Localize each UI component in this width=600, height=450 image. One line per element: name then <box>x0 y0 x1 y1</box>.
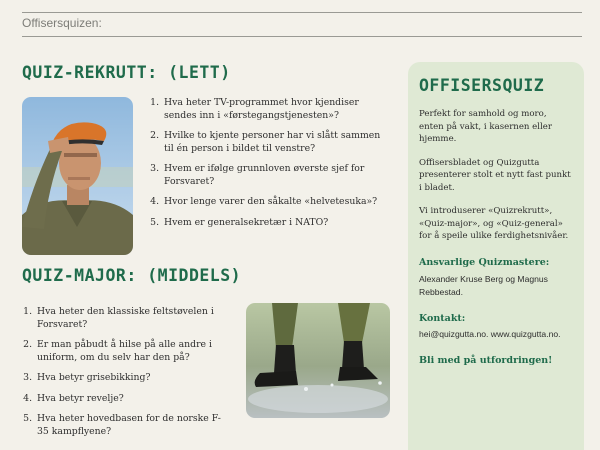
section-title-major: QUIZ-MAJOR: (MIDDELS) <box>22 266 242 285</box>
call-to-action: Bli med på utfordringen! <box>419 354 553 366</box>
contact-text: hei@quizgutta.no. www.quizgutta.no. <box>419 328 561 339</box>
contact-heading: Kontakt: <box>419 312 466 324</box>
section-title-rekrutt: QUIZ-REKRUTT: (LETT) <box>22 63 231 82</box>
sidebar-levels-text: Vi introduserer «Quizrekrutt», «Quiz-major», og «Quiz-general» for å speile ulike ferdighetsnivåer. <box>419 206 569 241</box>
header-rule-bottom <box>22 36 582 37</box>
major-question-5: 5. Hva heter hovedbasen for de norske F-35 kampflyene? <box>35 413 232 438</box>
saluting-soldier-photo <box>22 97 133 255</box>
major-question-3: 3. Hva betyr grisebikking? <box>35 372 232 385</box>
rekrutt-question-3: 3. Hvem er ifølge grunnloven øverste sjef for Forsvaret? <box>162 163 389 188</box>
major-question-2: 2. Er man påbudt å hilse på alle andre i uniform, om du selv har den på? <box>35 339 232 364</box>
sidebar-intro-text: Perfekt for samhold og moro, enten på vakt, i kasernen eller hjemme. <box>419 109 552 144</box>
major-question-list <box>22 306 232 446</box>
sidebar-panel <box>408 62 584 450</box>
major-question-4: 4. Hva betyr revelje? <box>35 393 232 406</box>
quizmasters-names: Alexander Kruse Berg og Magnus Rebbestad. <box>419 273 548 297</box>
rekrutt-question-5: 5. Hvem er generalsekretær i NATO? <box>162 217 389 230</box>
rekrutt-question-list <box>149 97 389 237</box>
sidebar-title: OFFISERSQUIZ <box>419 76 545 95</box>
marching-boots-photo <box>246 303 390 418</box>
sidebar-presenter-text: Offisersbladet og Quizgutta presenterer stolt et nytt fast punkt i bladet. <box>419 157 571 193</box>
rekrutt-question-4: 4. Hvor lenge varer den såkalte «helvetesuka»? <box>162 196 389 209</box>
rekrutt-question-1: 1. Hva heter TV-programmet hvor kjendiser sendes inn i «førstegangstjenesten»? <box>162 97 389 122</box>
header-rule-top <box>22 12 582 13</box>
header-label: Offisersquizen: <box>22 16 102 30</box>
quizmasters-heading: Ansvarlige Quizmastere: <box>419 256 550 268</box>
rekrutt-question-2: 2. Hvilke to kjente personer har vi slått sammen til én person i bildet til venstre? <box>162 130 389 155</box>
major-question-1: 1. Hva heter den klassiske feltstøvelen i Forsvaret? <box>35 306 232 331</box>
